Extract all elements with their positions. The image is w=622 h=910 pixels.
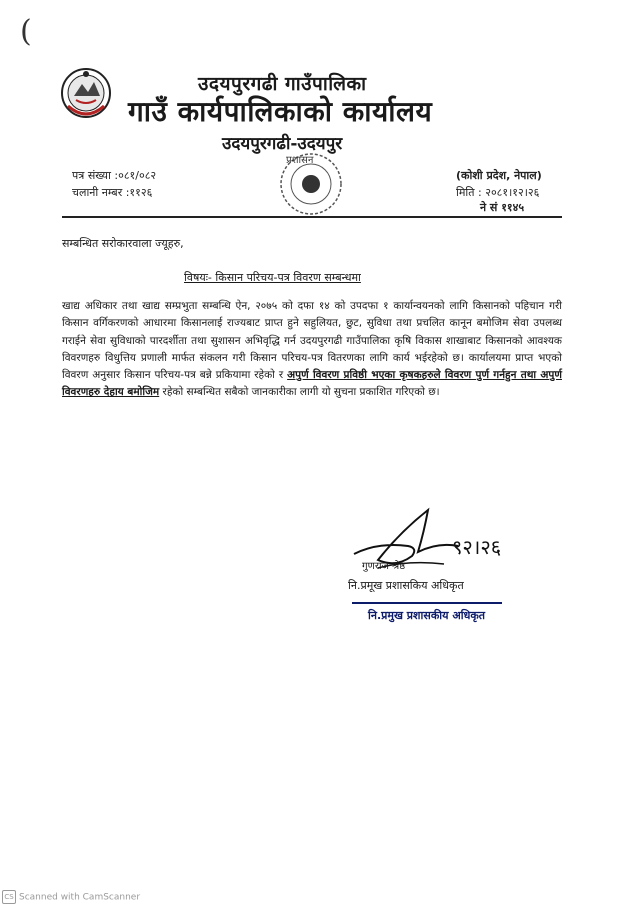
signature-date-scribble: ९२।२६ bbox=[452, 535, 502, 559]
stamp-underline bbox=[352, 602, 502, 604]
office-name: उदयपुरगढी गाउँपालिका bbox=[198, 73, 367, 95]
patra-sankhya: पत्र संख्या :०८१/०८२ bbox=[72, 169, 157, 182]
signer-title: नि.प्रमूख प्रशासकिय अधिकृत bbox=[348, 579, 464, 592]
body-text-part1: खाद्य अधिकार तथा खाद्य सम्प्रभुता सम्बन्धि ऐन, २०७५ को दफा १४ को उपदफा १ कार्यान्वयनको लागि किसानको पहिचान गरी किसान वर्गिकरणको आधारमा किसानलाई राज्यबाट प्राप्त हुने सहुलियत, छुट, सुविधा तथा प्रचलित कानून बमोजिम सेवा उपलब्ध गराईने सेवा सुविधाको पारदर्शीता तथा सुशासन अभिवृद्धि गर्न उदयपुरगढी गाउँपालिका कृषि विकास शाखाबाट किसानको आवश्यक विवरणहरु विधुत्तिय प्रणाली मार्फत संकलन गरी किसान परिचय-पत्र वितरणका लागि कार्य भईरहेको छ। कार्यालयमा प्राप्त भएको विवरण अनुसार किसान परिचय-पत्र बन्ने प्रकियामा रहेको र bbox=[62, 300, 562, 382]
body-text-underlined: अपुर्ण विवरण प्रविष्ठी भएका कृषकहरुले विवरण पुर्ण गर्नहुन तथा अपुर्ण विवरणहरु देहाय बमोजिम bbox=[62, 369, 562, 399]
chalani-number: चलानी नम्बर :११२६ bbox=[72, 186, 153, 199]
handwritten-signature bbox=[348, 502, 518, 588]
office-address: उदयपुरगढी-उदयपुर bbox=[222, 134, 343, 154]
designation-stamp: नि.प्रमुख प्रशासकीय अधिकृत bbox=[368, 609, 486, 622]
nepal-sambat-number: ने सं ११४५ bbox=[480, 201, 525, 214]
header-divider bbox=[62, 216, 562, 218]
nepal-emblem-icon bbox=[60, 66, 112, 120]
date-miti: मिति : २०८१।१२।२६ bbox=[456, 186, 540, 199]
salutation: सम्बन्धित सरोकारवाला ज्यूहरु, bbox=[62, 237, 184, 250]
subject-line: विषयः- किसान परिचय-पत्र विवरण सम्बन्धमा bbox=[184, 271, 361, 284]
signer-name: गुणराज श्रेष्ठ bbox=[362, 561, 406, 572]
margin-mark: ( bbox=[20, 14, 32, 49]
scanner-watermark-text: Scanned with CamScanner bbox=[19, 892, 141, 903]
scanner-watermark bbox=[2, 890, 140, 904]
letter-body bbox=[62, 298, 562, 402]
seal-text: प्रशासन bbox=[286, 155, 314, 166]
camscanner-icon: CS bbox=[2, 890, 16, 904]
body-text-part2: रहेको सम्बन्धित सबैको जानकारीका लागी यो सुचना प्रकाशित गरिएको छ। bbox=[159, 386, 440, 399]
province-label: (कोशी प्रदेश, नेपाल) bbox=[456, 169, 542, 182]
office-title: गाउँ कार्यपालिकाको कार्यालय bbox=[128, 95, 433, 128]
